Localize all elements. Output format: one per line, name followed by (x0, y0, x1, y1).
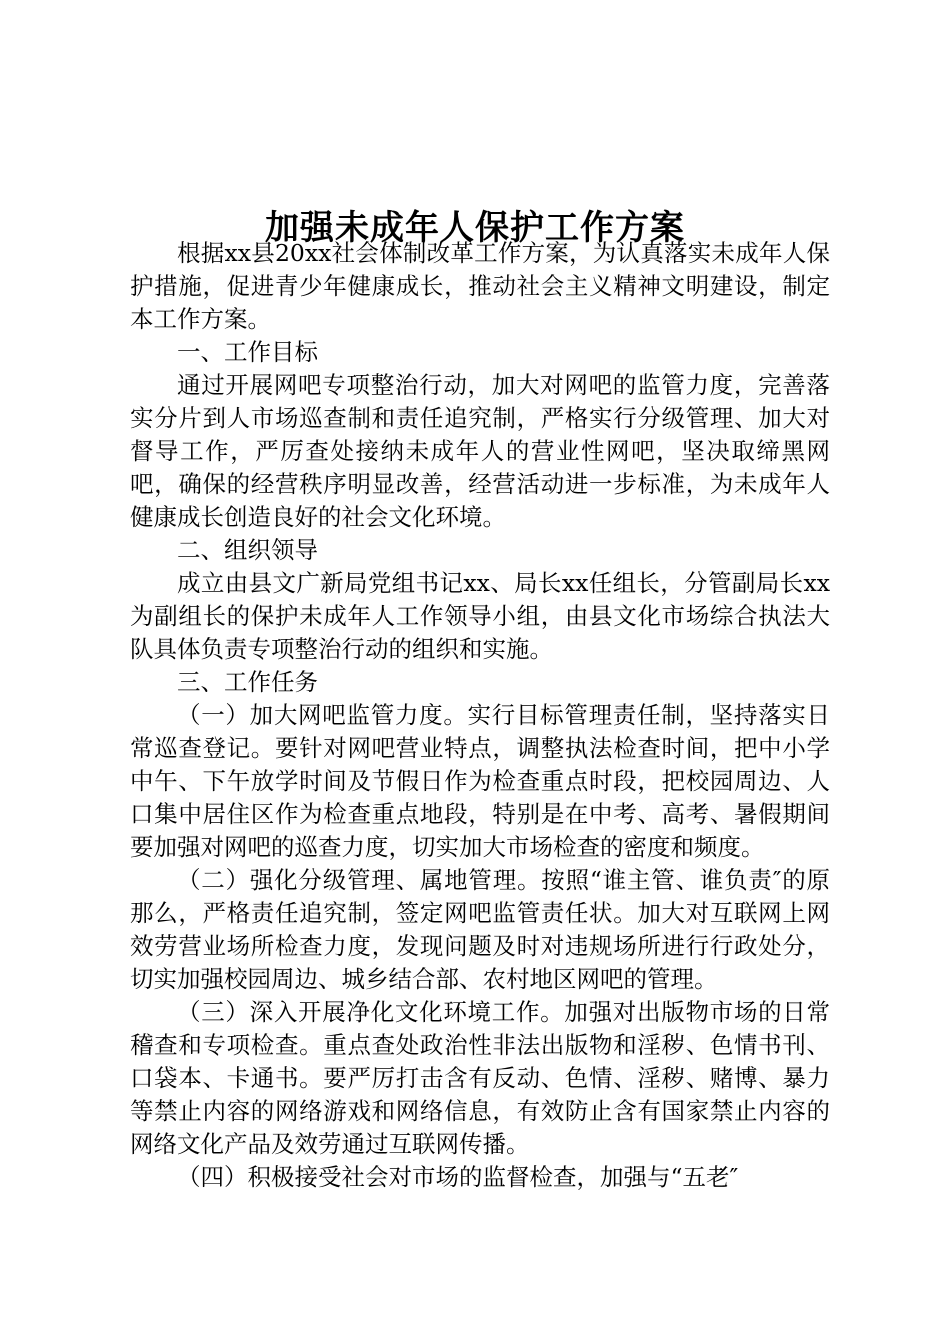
section-body-leadership: 成立由县文广新局党组书记xx、局长xx任组长，分管副局长xx为副组长的保护未成年人工作领导小组，由县文化市场综合执法大队具体负责专项整治行动的组织和实施。 (130, 569, 830, 663)
section-body-goals: 通过开展网吧专项整治行动，加大对网吧的监管力度，完善落实分片到人市场巡查制和责任追究制，严格实行分级管理、加大对督导工作，严厉查处接纳未成年人的营业性网吧，坚决取缔黑网吧，确保的经营秩序明显改善，经营活动进一步标准，为未成年人健康成长创造良好的社会文化环境。 (130, 371, 830, 531)
document-body (130, 237, 830, 1194)
section-heading-tasks: 三、工作任务 (177, 668, 318, 696)
task-item-3: （三）深入开展净化文化环境工作。加强对出版物市场的日常稽查和专项检查。重点查处政治性非法出版物和淫秽、色情书刊、口袋本、卡通书。要严厉打击含有反动、色情、淫秽、赌博、暴力等禁止内容的网络游戏和网络信息，有效防止含有国家禁止内容的网络文化产品及效劳通过互联网传播。 (130, 998, 830, 1158)
task-item-1: （一）加大网吧监管力度。实行目标管理责任制，坚持落实日常巡查登记。要针对网吧营业特点，调整执法检查时间，把中小学中午、下午放学时间及节假日作为检查重点时段，把校园周边、人口集中居住区作为检查重点地段，特别是在中考、高考、暑假期间要加强对网吧的巡查力度，切实加大市场检查的密度和频度。 (130, 701, 830, 861)
task-item-2: （二）强化分级管理、属地管理。按照“谁主管、谁负责″的原那么，严格责任追究制，签定网吧监管责任状。加大对互联网上网效劳营业场所检查力度，发现问题及时对违规场所进行行政处分，切实加强校园周边、城乡结合部、农村地区网吧的管理。 (130, 866, 830, 993)
section-heading-goals: 一、工作目标 (177, 338, 318, 366)
intro-paragraph: 根据xx县20xx社会体制改革工作方案，为认真落实未成年人保护措施，促进青少年健康成长，推动社会主义精神文明建设，制定本工作方案。 (130, 239, 830, 333)
document-title: 加强未成年人保护工作方案 (265, 207, 685, 248)
task-item-4: （四）积极接受社会对市场的监督检查，加强与“五老″ (177, 1163, 739, 1191)
section-heading-leadership: 二、组织领导 (177, 536, 318, 564)
